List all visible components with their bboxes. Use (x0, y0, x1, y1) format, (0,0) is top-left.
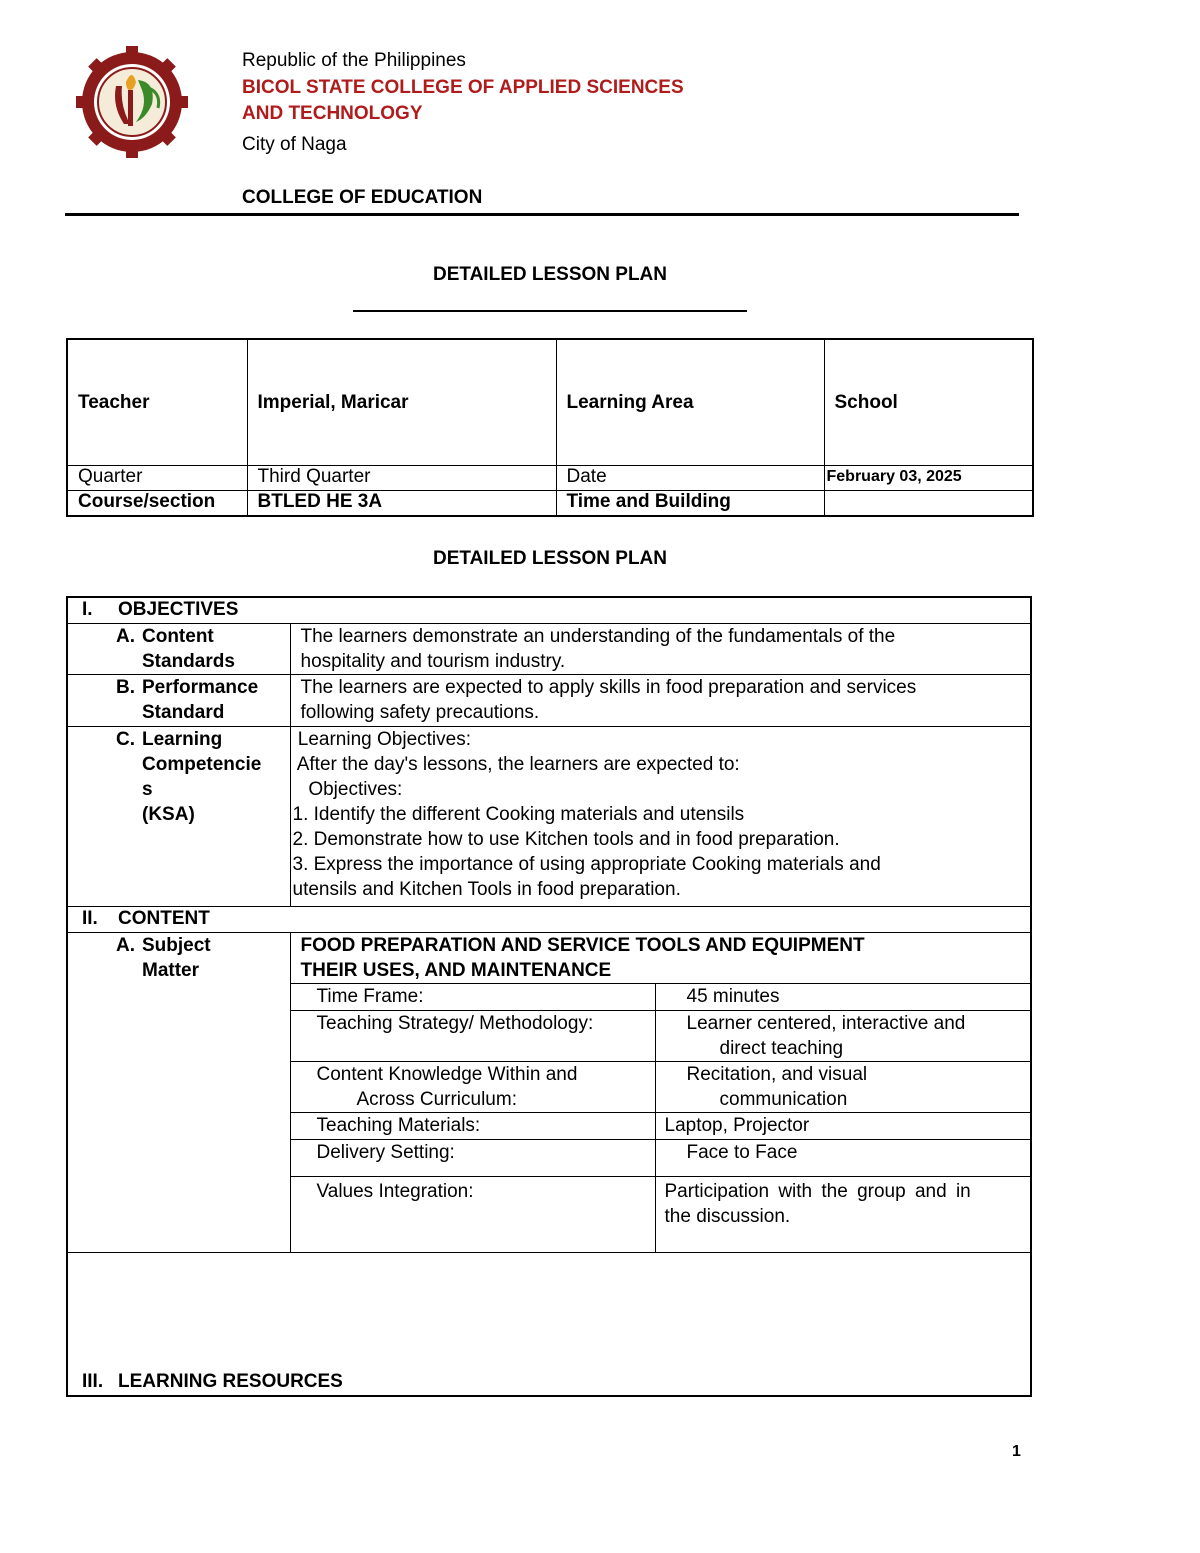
teacher-label: Teacher (67, 339, 247, 466)
objective-line: After the day's lessons, the learners are expected to: (292, 754, 740, 775)
course-label: Course/section (67, 491, 247, 517)
time-frame-value: 45 minutes (655, 984, 1031, 1011)
school-label: School (824, 339, 1033, 466)
info-table (66, 338, 1034, 517)
objective-line: Objectives: (292, 779, 403, 800)
learning-area-label: Learning Area (556, 339, 824, 466)
title-underline (353, 310, 747, 312)
content-knowledge-label: Content Knowledge Within and Across Curriculum: (290, 1062, 655, 1113)
subject-matter-label: A. Subject Matter (67, 933, 290, 1253)
time-frame-label: Time Frame: (290, 984, 655, 1011)
lesson-plan-title: DETAILED LESSON PLAN (433, 548, 667, 569)
college-name-line2: AND TECHNOLOGY (242, 103, 423, 124)
objective-line: Learning Objectives: (292, 729, 471, 750)
objectives-heading: I. OBJECTIVES (67, 597, 1031, 624)
content-standards-label: A. Content Standards (67, 624, 290, 675)
objective-line: 3. Express the importance of using appropriate Cooking materials and (292, 854, 881, 875)
college-logo (76, 46, 188, 158)
teacher-value: Imperial, Maricar (247, 339, 556, 466)
content-standards-text: The learners demonstrate an understanding of the fundamentals of the hospitality and tourism industry. (290, 624, 1031, 675)
performance-standard-label: B. Performance Standard (67, 675, 290, 727)
city-line: City of Naga (242, 134, 347, 155)
values-integration-label: Values Integration: (290, 1177, 655, 1253)
performance-standard-text: The learners are expected to apply skills in food preparation and services following safety precautions. (290, 675, 1031, 727)
college-name-line1: BICOL STATE COLLEGE OF APPLIED SCIENCES (242, 77, 684, 98)
teaching-strategy-label: Teaching Strategy/ Methodology: (290, 1011, 655, 1062)
content-heading: II. CONTENT (67, 907, 1031, 933)
date-value: February 03, 2025 (824, 466, 1033, 491)
page-title: DETAILED LESSON PLAN (433, 264, 667, 285)
teaching-strategy-value: Learner centered, interactive and direct teaching (655, 1011, 1031, 1062)
time-building-label: Time and Building (556, 491, 824, 517)
lesson-plan-table (66, 596, 1032, 1397)
time-building-value (824, 491, 1033, 517)
department-name: COLLEGE OF EDUCATION (242, 187, 483, 208)
quarter-label: Quarter (67, 466, 247, 491)
values-integration-value: Participation with the group and in the discussion. (655, 1177, 1031, 1253)
quarter-value: Third Quarter (247, 466, 556, 491)
republic-line: Republic of the Philippines (242, 50, 466, 71)
objective-line: utensils and Kitchen Tools in food preparation. (292, 879, 681, 900)
header-divider (65, 213, 1019, 216)
teaching-materials-label: Teaching Materials: (290, 1113, 655, 1140)
delivery-setting-label: Delivery Setting: (290, 1140, 655, 1177)
learning-competencies-label: C. Learning Competencie s (KSA) (67, 727, 290, 907)
page-number: 1 (1012, 1443, 1021, 1460)
date-label: Date (556, 466, 824, 491)
teaching-materials-value: Laptop, Projector (655, 1113, 1031, 1140)
subject-matter-topic: FOOD PREPARATION AND SERVICE TOOLS AND EQUIPMENT THEIR USES, AND MAINTENANCE (290, 933, 1031, 984)
learning-competencies-text (290, 727, 1031, 907)
content-knowledge-value: Recitation, and visual communication (655, 1062, 1031, 1113)
course-value: BTLED HE 3A (247, 491, 556, 517)
learning-resources-heading: III. LEARNING RESOURCES (67, 1253, 1031, 1396)
objective-line: 1. Identify the different Cooking materials and utensils (292, 804, 745, 825)
objective-line: 2. Demonstrate how to use Kitchen tools and in food preparation. (292, 829, 840, 850)
delivery-setting-value: Face to Face (655, 1140, 1031, 1177)
